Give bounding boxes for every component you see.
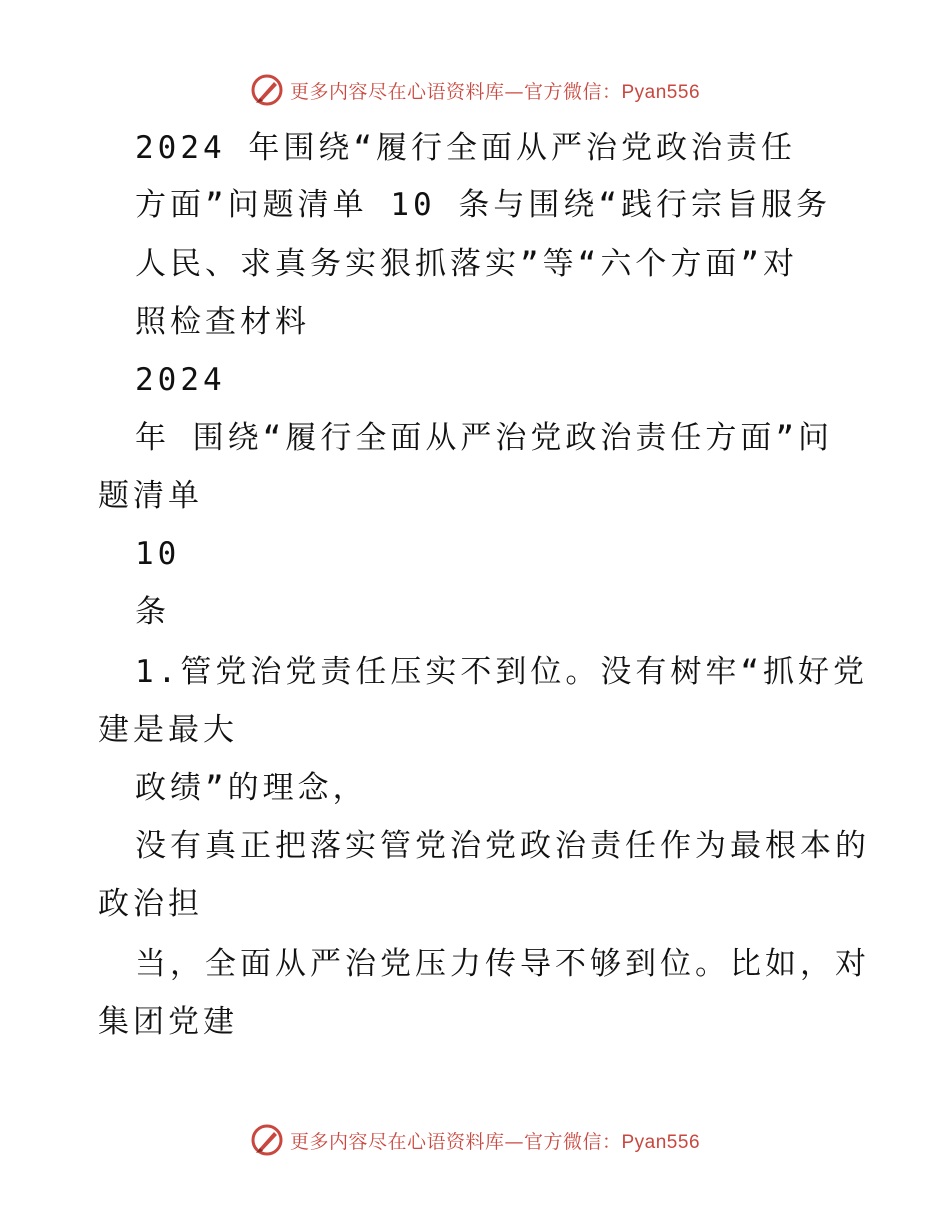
text-line: 照检查材料	[135, 304, 310, 340]
footer-banner-text	[290, 1127, 700, 1154]
header-banner-label: 更多内容尽在心语资料库—官方微信：	[289, 80, 622, 103]
footer-wechat-id: Pyan556	[621, 1131, 701, 1153]
text-line: 条	[135, 594, 170, 630]
text-line: 当，全面从严治党压力传导不够到位。比如，对	[135, 946, 870, 982]
pen-logo-icon	[250, 1123, 284, 1157]
pen-logo-icon	[250, 73, 284, 107]
text-line: 2024 年围绕“履行全面从严治党政治责任	[135, 130, 796, 166]
text-line: 集团党建	[98, 1004, 238, 1040]
header-banner-text	[290, 77, 700, 104]
header-wechat-id: Pyan556	[621, 81, 701, 103]
text-line: 题清单	[98, 478, 203, 514]
text-line: 人民、求真务实狠抓落实”等“六个方面”对	[135, 246, 798, 282]
text-line: 政绩”的理念，	[135, 770, 368, 806]
text-line: 政治担	[98, 886, 203, 922]
text-line: 2024	[135, 362, 226, 398]
footer-banner	[0, 1120, 950, 1160]
text-line: 方面”问题清单 10 条与围绕“践行宗旨服务	[135, 187, 831, 223]
text-line: 没有真正把落实管党治党政治责任作为最根本的	[135, 828, 870, 864]
header-banner	[0, 70, 950, 110]
text-line: 10	[135, 536, 181, 572]
text-line: 建是最大	[98, 712, 238, 748]
text-line: 年 围绕“履行全面从严治党政治责任方面”问	[135, 420, 833, 456]
text-line: 1.管党治党责任压实不到位。没有树牢“抓好党	[135, 654, 868, 690]
footer-banner-label: 更多内容尽在心语资料库—官方微信：	[289, 1130, 622, 1153]
